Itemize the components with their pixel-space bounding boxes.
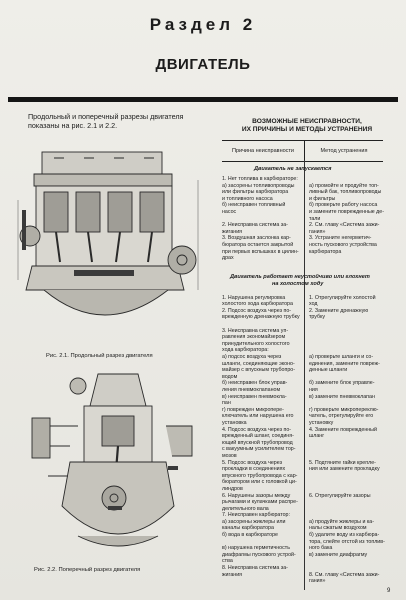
section-title: Раздел 2 (149, 15, 257, 34)
table-header-cause: Причина неисправности (222, 140, 305, 162)
remedy-line (309, 268, 385, 275)
cause-line: принудительного холостого (222, 340, 290, 347)
remedy-line: ливный бак, топливопроводы (309, 189, 382, 196)
remedy-line: ния или замените прокладку (309, 466, 380, 473)
cause-line: б) неисправен топливный (222, 202, 286, 209)
remedy-line: шланг (309, 433, 325, 440)
cause-line: водом (222, 373, 238, 380)
table-title-line: ВОЗМОЖНЫЕ НЕИСПРАВНОСТИ, (252, 118, 362, 125)
remedy-column (309, 176, 385, 585)
cause-line (222, 268, 300, 275)
cause-line: мозов (222, 452, 237, 459)
figure-caption: Рис. 2.1. Продольный разрез двигателя (46, 353, 153, 359)
cause-line: хода карбюратора: (222, 347, 269, 354)
remedy-line: 5. Подтяните гайки крепле- (309, 459, 376, 466)
cause-line: 3. Воздушная заслонка кар- (222, 235, 291, 242)
remedy-line (309, 176, 385, 183)
remedy-line (309, 512, 385, 519)
cause-line (222, 539, 300, 546)
remedy-line: 3. Устраните негерметич- (309, 235, 372, 242)
cause-line: равления экономайзером (222, 334, 286, 341)
cause-line (222, 216, 300, 223)
cause-column (222, 176, 300, 578)
cause-line: жигания (222, 228, 243, 235)
cause-line: бюратора остается закрытой (222, 241, 294, 248)
remedy-line: карбюратора (309, 248, 342, 255)
remedy-line (309, 374, 385, 381)
remedy-line (309, 255, 385, 262)
cause-line: и топливного насоса (222, 195, 273, 202)
remedy-line (309, 479, 385, 486)
header-rule (8, 97, 398, 102)
chapter-title: ДВИГАТЕЛЬ (155, 56, 251, 73)
cause-line: 3. Неисправна система уп- (222, 327, 289, 334)
remedy-line: 8. См. главу «Система зажи- (309, 571, 380, 578)
remedy-line: тора, слейте отстой из топлив- (309, 538, 385, 545)
cause-line: б) вода в карбюраторе (222, 532, 278, 539)
remedy-line: б) замените блок управле- (309, 380, 375, 387)
cause-line: линдров (222, 485, 243, 492)
cause-line (222, 262, 300, 269)
cause-line: насос (222, 208, 237, 215)
remedy-line (309, 499, 385, 506)
remedy-line: 1. Отрегулируйте холостой (309, 294, 376, 301)
cause-line: а) подсос воздуха через (222, 354, 282, 361)
intro-text (28, 112, 218, 130)
remedy-line: 2. См. главу «Система зажи- (309, 222, 380, 229)
cause-line: или фильтры карбюратора (222, 189, 289, 196)
remedy-line: трубку (309, 314, 326, 321)
engine-transverse-section-figure (18, 366, 206, 566)
remedy-line: ния (309, 387, 318, 393)
remedy-line: ного бака (309, 545, 333, 552)
remedy-line (309, 506, 385, 513)
cause-line: б) неисправен блок управ- (222, 380, 288, 387)
remedy-line: б) удалите воду из карбюра- (309, 532, 380, 539)
cause-line: делительного вала (222, 505, 269, 512)
cause-line: 1. Нарушена регулировка (222, 294, 286, 301)
cause-line: каналы карбюратора (222, 525, 274, 532)
cause-line: ства (222, 558, 233, 565)
cause-line: 2. Неисправна система за- (222, 222, 288, 229)
remedy-line (309, 473, 385, 480)
cause-line: установка (222, 419, 247, 426)
cause-line: врежденную дренажную трубку (222, 314, 300, 321)
intro-line: показаны на рис. 2.1 и 2.2. (28, 121, 118, 130)
cause-line: бюратором или с головкой ци- (222, 479, 297, 486)
table-header-remedy: Метод устранения (305, 140, 383, 162)
cause-line: а) засорены жиклеры или (222, 518, 286, 525)
remedy-line (309, 262, 385, 269)
remedy-line: б) проверьте работу насоса (309, 202, 378, 209)
remedy-line (309, 400, 385, 407)
cause-line: в) нарушена герметичность (222, 545, 290, 552)
table-section-heading: Двигатель работает неустойчиво или глохнет (230, 274, 370, 280)
remedy-line (309, 558, 385, 565)
remedy-line: единения, замените повреж- (309, 360, 380, 367)
remedy-line (309, 347, 385, 354)
cause-line: впускного трубопровода с кар- (222, 472, 298, 479)
remedy-line (309, 282, 385, 289)
cause-line: 2. Подсос воздуха через по- (222, 307, 292, 314)
cause-line: ления пневмоклапаном (222, 387, 281, 393)
cause-line (222, 321, 300, 328)
table-section-heading: Двигатель не запускается (254, 166, 332, 172)
figure-caption: Рис. 2.2. Поперечный разрез двигателя (34, 567, 141, 573)
cause-line: диафрагмы пускового устрой- (222, 551, 296, 558)
cause-line: при первых вспышках в цилин- (222, 248, 299, 255)
cause-line: 1. Нет топлива в карбюраторе: (222, 176, 298, 182)
remedy-line: установку (309, 419, 334, 426)
cause-line (222, 282, 300, 289)
remedy-line: а) продуйте жиклеры и ка- (309, 518, 375, 525)
cause-line (222, 288, 300, 295)
remedy-line: гания» (309, 578, 326, 585)
remedy-line: в) замените пневмоклапан (309, 393, 375, 400)
cause-line: шланги, соединяющие эконо- (222, 360, 295, 367)
remedy-line: 2. Замените дренажную (309, 307, 369, 314)
cause-line: ключатель или нарушена его (222, 413, 294, 420)
remedy-line (309, 328, 385, 335)
remedy-line (309, 453, 385, 460)
cause-line: пан (222, 400, 231, 407)
remedy-line: гания» (309, 228, 326, 235)
page-number: 9 (387, 588, 391, 594)
remedy-line: ность пускового устройства (309, 241, 377, 248)
cause-line: ющий впускной трубопровод (222, 439, 293, 446)
remedy-line: 4. Замените поврежденный (309, 426, 377, 433)
cause-line: 7. Неисправен карбюратор: (222, 512, 290, 519)
remedy-line: ход (309, 301, 318, 308)
remedy-line (309, 486, 385, 493)
cause-line: а) засорены топливопроводы (222, 182, 295, 189)
cause-line: в) неисправен пневмокла- (222, 393, 287, 400)
remedy-line: 6. Отрегулируйте зазоры (309, 492, 371, 499)
remedy-line (309, 446, 385, 453)
remedy-line (309, 341, 385, 348)
engine-longitudinal-section-figure (14, 140, 202, 350)
cause-line: прокладки в соединениях (222, 466, 286, 473)
remedy-line (309, 334, 385, 341)
remedy-line (309, 565, 385, 572)
cause-line: 8. Неисправна система за- (222, 565, 288, 572)
cause-line: врежденный шланг, соединя- (222, 433, 294, 440)
cause-line: с вакуумным усилителем тор- (222, 446, 296, 453)
cause-line: рычагами и кулачками распре- (222, 499, 298, 506)
intro-line: Продольный и поперечный разрезы двигателя (28, 112, 184, 121)
cause-line: драх (222, 255, 234, 262)
cause-line: 6. Нарушены зазоры между (222, 492, 291, 499)
remedy-line (309, 321, 385, 328)
remedy-line: денные шланги (309, 367, 348, 374)
remedy-line (309, 440, 385, 447)
remedy-line: и замените поврежденные де- (309, 208, 384, 215)
remedy-line: г) проверьте микропереклю- (309, 406, 379, 413)
cause-line: жигания (222, 571, 243, 578)
remedy-line: чатель, отрегулируйте его (309, 413, 374, 420)
table-section-heading: на холостом ходу (272, 281, 324, 287)
remedy-line: а) промойте и продуйте топ- (309, 182, 379, 189)
remedy-line: тали (309, 215, 321, 222)
remedy-line: в) замените диафрагму (309, 551, 368, 558)
cause-line: майзер с впускным трубопро- (222, 367, 296, 374)
cause-line: 5. Подсос воздуха через (222, 459, 282, 466)
remedy-line (309, 275, 385, 282)
column-divider (304, 160, 305, 590)
cause-line (222, 275, 300, 282)
cause-line: холостого хода карбюратора (222, 301, 293, 308)
cause-line: г) поврежден микропере- (222, 406, 284, 413)
table-title-line: ИХ ПРИЧИНЫ И МЕТОДЫ УСТРАНЕНИЯ (241, 126, 373, 133)
remedy-line: налы сжатым воздухом (309, 525, 367, 532)
remedy-line: а) проверьте шланги и со- (309, 354, 374, 361)
cause-line: 4. Подсос воздуха через по- (222, 426, 292, 433)
remedy-line: и фильтры (309, 195, 336, 202)
table-title (214, 118, 400, 134)
remedy-line (309, 288, 385, 295)
